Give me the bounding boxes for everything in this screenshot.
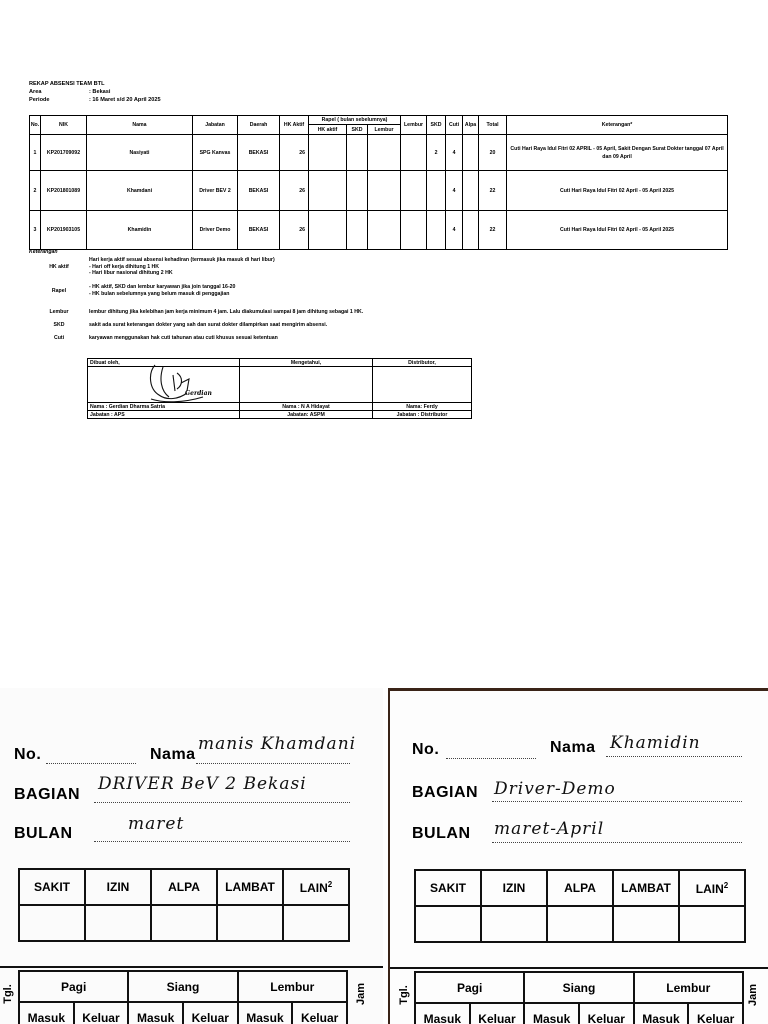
col-skd: SKD bbox=[427, 116, 446, 135]
pagi-header: Pagi bbox=[19, 971, 128, 1002]
attendance-grid: Pagi Siang Lembur Masuk Keluar Masuk Keluar Masuk Keluar bbox=[414, 971, 744, 1024]
tgl-label: Tgl. bbox=[1, 984, 14, 1004]
nama-label: Nama bbox=[150, 746, 196, 763]
attendance-table bbox=[29, 115, 728, 250]
col-total: Total bbox=[479, 116, 507, 135]
attendance-card-left bbox=[0, 688, 383, 1024]
lambat-label: LAMBAT bbox=[217, 869, 283, 905]
col-nik: NIK bbox=[41, 116, 87, 135]
pagi-header: Pagi bbox=[415, 972, 524, 1003]
col-rapel-skd: SKD bbox=[347, 125, 368, 135]
table-row: 1 KP201709092 Nasiyati SPG Kanvas BEKASI 26 2 4 20 Cuti Hari Raya Idul Fitri 02 APRIL - 05 April, Sakit Dengan Surat Dokter tanggal 07 April dan 09 April bbox=[30, 135, 728, 171]
signature-area-2 bbox=[240, 367, 373, 403]
izin-label: IZIN bbox=[85, 869, 151, 905]
mengetahui-label: Mengetahui, bbox=[240, 359, 373, 367]
bagian-value: DRIVER BeV 2 Bekasi bbox=[98, 774, 307, 794]
area-label: Area bbox=[29, 89, 42, 95]
signature-table bbox=[87, 358, 472, 419]
nama-value: Khamidin bbox=[610, 733, 701, 753]
col-rapel-lembur: Lembur bbox=[368, 125, 401, 135]
lain-label: LAIN$^2$ bbox=[679, 870, 745, 906]
lembur-header: Lembur bbox=[634, 972, 743, 1003]
signer-2-position: Jabatan: ASPM bbox=[240, 411, 373, 419]
col-jabatan: Jabatan bbox=[193, 116, 238, 135]
area-value: : Bekasi bbox=[89, 89, 111, 95]
table-row: 2 KP201801089 Khamdani Driver BEV 2 BEKASI 26 4 22 Cuti Hari Raya Idul Fitri 02 April - 05 April 2025 bbox=[30, 171, 728, 211]
nama-value: manis Khamdani bbox=[198, 734, 357, 754]
bulan-label: BULAN bbox=[412, 825, 471, 842]
signer-3-name: Nama: Ferdy bbox=[373, 403, 472, 411]
alpa-label: ALPA bbox=[547, 870, 613, 906]
bulan-value: maret bbox=[128, 814, 185, 834]
bagian-value: Driver-Demo bbox=[494, 779, 616, 799]
col-nama: Nama bbox=[87, 116, 193, 135]
col-rapel-hk: HK aktif bbox=[309, 125, 347, 135]
alpa-label: ALPA bbox=[151, 869, 217, 905]
col-lembur: Lembur bbox=[401, 116, 427, 135]
col-no: No. bbox=[30, 116, 41, 135]
siang-header: Siang bbox=[128, 971, 237, 1002]
col-cuti: Cuti bbox=[446, 116, 463, 135]
col-alpa: Alpa bbox=[463, 116, 479, 135]
sakit-label: SAKIT bbox=[415, 870, 481, 906]
signature-area-3 bbox=[373, 367, 472, 403]
nama-label: Nama bbox=[550, 739, 596, 756]
distributor-label: Distributor, bbox=[373, 359, 472, 367]
no-label: No. bbox=[412, 741, 440, 758]
lain-label: LAIN$^2$ bbox=[283, 869, 349, 905]
bagian-label: BAGIAN bbox=[412, 784, 479, 801]
sakit-label: SAKIT bbox=[19, 869, 85, 905]
lembur-header: Lembur bbox=[238, 971, 347, 1002]
period-label: Periode bbox=[29, 97, 50, 103]
bulan-value: maret-April bbox=[494, 819, 605, 839]
attendance-grid: Pagi Siang Lembur Masuk Keluar Masuk Keluar Masuk Keluar bbox=[18, 970, 348, 1024]
table-row: 3 KP201903105 Khamidin Driver Demo BEKASI 26 4 22 Cuti Hari Raya Idul Fitri 02 April - 05 April 2025 bbox=[30, 211, 728, 250]
col-hk-aktif: HK Aktif bbox=[280, 116, 309, 135]
handwritten-signature-icon bbox=[143, 359, 213, 407]
bulan-label: BULAN bbox=[14, 825, 73, 842]
col-daerah: Daerah bbox=[238, 116, 280, 135]
report-title: REKAP ABSENSI TEAM BTL bbox=[29, 81, 105, 87]
period-value: : 16 Maret s/d 20 April 2025 bbox=[89, 97, 161, 103]
lambat-label: LAMBAT bbox=[613, 870, 679, 906]
col-keterangan: Keterangan* bbox=[507, 116, 728, 135]
siang-header: Siang bbox=[524, 972, 633, 1003]
no-label: No. bbox=[14, 746, 42, 763]
bagian-label: BAGIAN bbox=[14, 786, 81, 803]
signer-2-name: Nama : N A Hidayat bbox=[240, 403, 373, 411]
status-table bbox=[18, 868, 350, 942]
attendance-card-right bbox=[388, 688, 768, 1024]
keterangan-title: Keterangan bbox=[29, 249, 58, 255]
svg-text:Gerdian: Gerdian bbox=[185, 390, 212, 397]
attendance-report: REKAP ABSENSI TEAM BTL Area : Bekasi Periode : 16 Maret s/d 20 April 2025 No. NIK Nama Jabatan Daerah HK Aktif Rapel ( bulan sebelumnya) Lembur SKD Cuti Alpa Total Keterangan* HK aktif SKD Lembur 1 KP201709092 Nasiyati SPG Kanvas BEKASI 26 2 4 20 Cuti Hari Raya Idul Fitri 02 APRIL - 05 April, Sakit Dengan Surat Dokter tanggal 07 April dan 09 April 2 KP201801089 Khamdani Driver BEV 2 BEKASI 26 4 22 Cuti Hari Raya Idul Fitri 02 April - 05 April 2025 3 KP201903105 Khamidin Driver Demo BEKASI 26 4 22 Cuti Hari Raya Idul Fitri 02 April - 05 April 2025 Keterangan HK aktif Hari kerja aktif sesuai absensi kehadiran (termasuk jika masuk di hari libur) - Hari off kerja dihitung 1 HK - Hari libur nasional dihitung 2 HK Rapel - HK aktif, SKD dan lembur karyawan jika join tanggal 16-20 - HK bulan sebelumnya yang belum masuk di penggajian Lembur lembur dihitung jika kelebihan jam kerja minimum 4 jam. Lalu diakumulasi sampai 8 jam dihitung sebagai 1 HK. SKD sakit ada surat keterangan dokter yang sah dan surat dokter dilampirkan saat mengirim absensi. Cuti karyawan menggunakan hak cuti tahunan atau cuti khusus sesuai ketentuan Dibuat oleh, Mengetahui, Distributor, Gerdian Nama : Gerdian Dharma Satria Nama : N A Hidayat Nama: Ferdy Jabatan : APS Jabatan: ASPM Jabatan : Distributor bbox=[29, 80, 729, 104]
col-rapel: Rapel ( bulan sebelumnya) bbox=[309, 116, 401, 125]
signer-3-position: Jabatan : Distributor bbox=[373, 411, 472, 419]
status-table bbox=[414, 869, 746, 943]
jam-label: Jam bbox=[747, 983, 760, 1007]
signer-1-position: Jabatan : APS bbox=[88, 411, 240, 419]
izin-label: IZIN bbox=[481, 870, 547, 906]
signer-1-name: Nama : Gerdian Dharma Satria bbox=[88, 403, 240, 411]
dibuat-oleh-label: Dibuat oleh, bbox=[88, 359, 240, 367]
tgl-label: Tgl. bbox=[397, 985, 410, 1005]
jam-label: Jam bbox=[355, 982, 368, 1006]
signature-area-1 bbox=[88, 367, 240, 403]
